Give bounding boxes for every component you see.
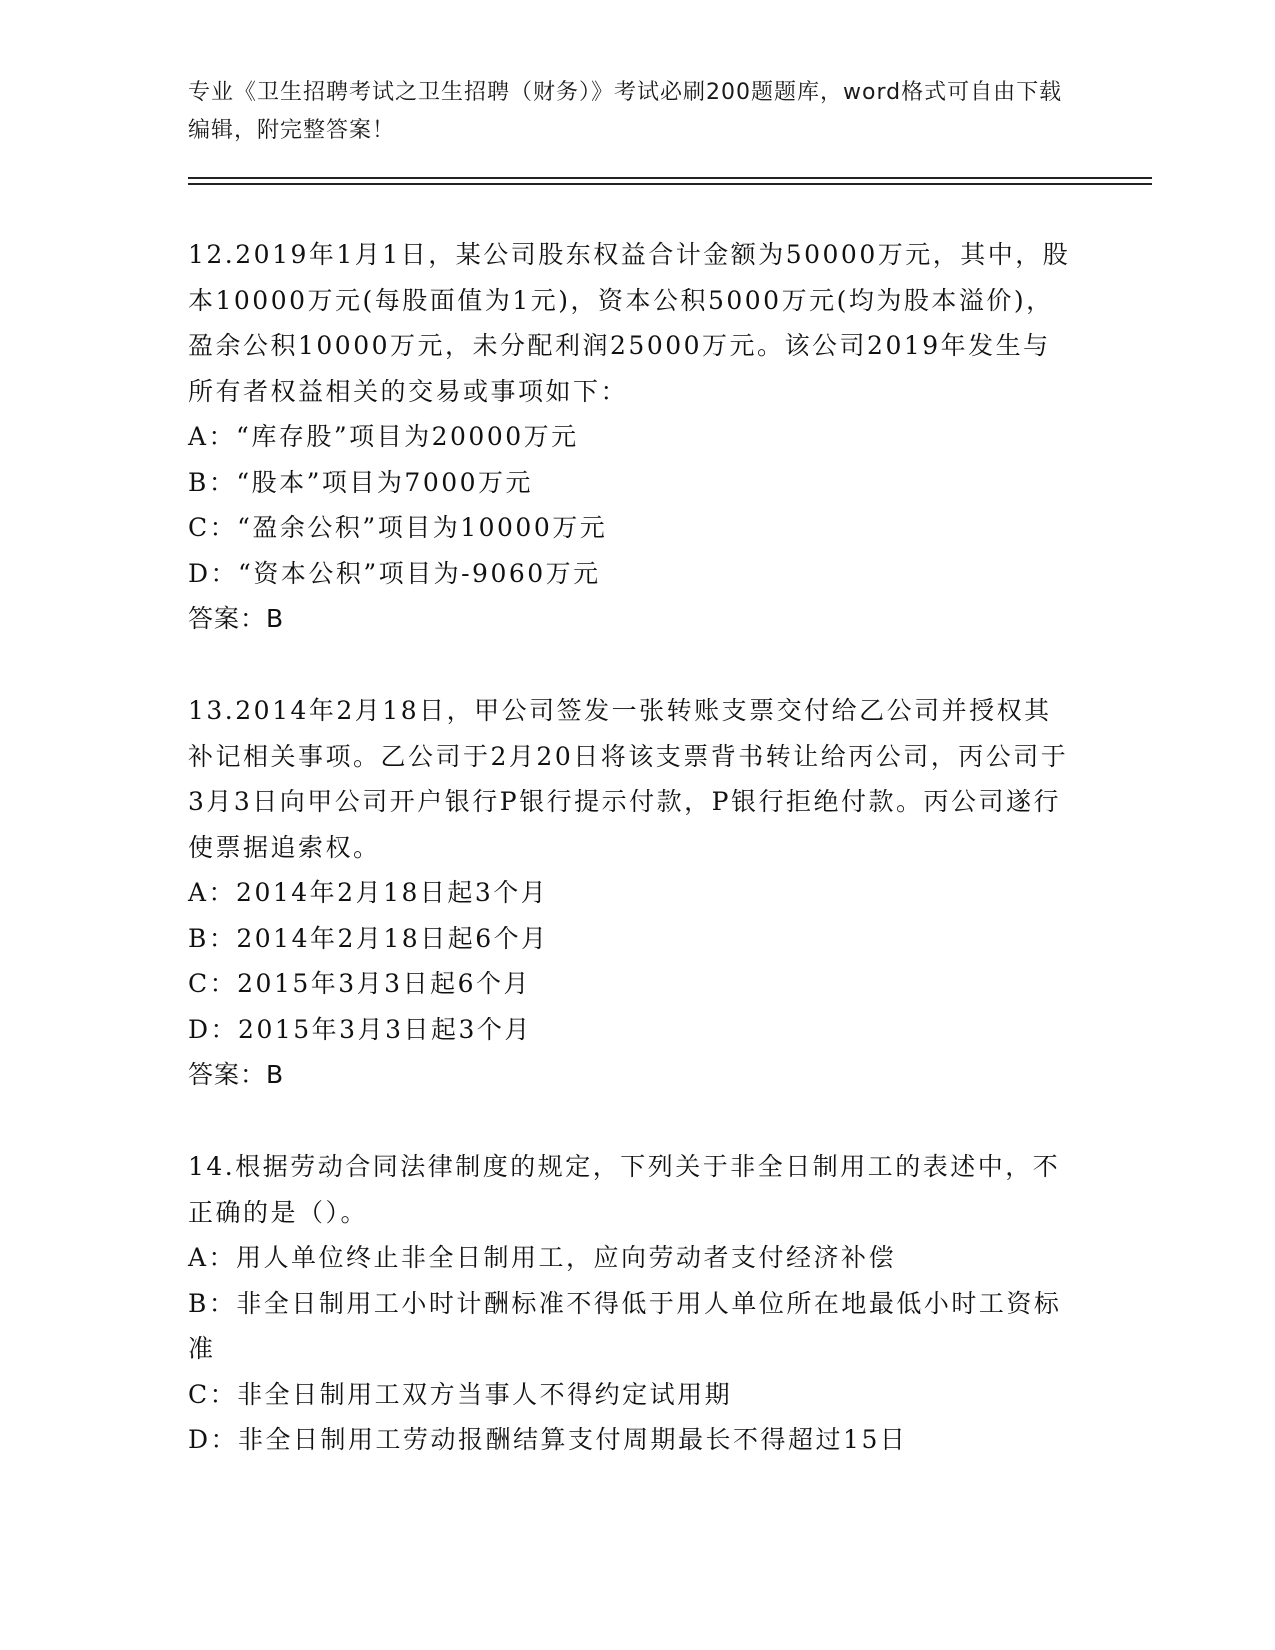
- question-14: [188, 1144, 1078, 1463]
- header-rule-top: [188, 177, 1152, 179]
- answer: 答案：B: [188, 1060, 285, 1089]
- option-d: D：非全日制用工劳动报酬结算支付周期最长不得超过15日: [188, 1425, 908, 1454]
- header-rule-bottom: [188, 183, 1152, 185]
- option-b: B：2014年2月18日起6个月: [188, 923, 549, 953]
- question-stem: 14.根据劳动合同法律制度的规定，下列关于非全日制用工的表述中，不正确的是（）。: [188, 1152, 1061, 1227]
- option-c: C：非全日制用工双方当事人不得约定试用期: [188, 1379, 733, 1409]
- option-c: C：“盈余公积”项目为10000万元: [188, 513, 608, 542]
- option-d: D：“资本公积”项目为-9060万元: [188, 558, 601, 588]
- option-c: C：2015年3月3日起6个月: [188, 969, 531, 998]
- option-a: A：“库存股”项目为20000万元: [188, 422, 579, 451]
- question-stem: 13.2014年2月18日，甲公司签发一张转账支票交付给乙公司并授权其补记相关事项。乙公司于2月20日将该支票背书转让给丙公司，丙公司于3月3日向甲公司开户银行P银行提示付款，P银行拒绝付款。丙公司遂行使票据追索权。: [188, 696, 1069, 862]
- question-stem: 12.2019年1月1日，某公司股东权益合计金额为50000万元，其中，股本10000万元(每股面值为1元)，资本公积5000万元(均为股本溢价)，盈余公积10000万元，未分配利润25000万元。该公司2019年发生与所有者权益相关的交易或事项如下：: [188, 240, 1071, 406]
- document-header: 专业《卫生招聘考试之卫生招聘（财务）》考试必刷200题题库，word格式可自由下载编辑，附完整答案！: [188, 80, 1063, 143]
- option-b: B：非全日制用工小时计酬标准不得低于用人单位所在地最低小时工资标准: [188, 1288, 1062, 1363]
- answer: 答案：B: [188, 604, 285, 633]
- option-a: A：用人单位终止非全日制用工，应向劳动者支付经济补偿: [188, 1243, 897, 1272]
- question-13: [188, 688, 1078, 1098]
- question-12: [188, 232, 1078, 642]
- option-a: A：2014年2月18日起3个月: [188, 878, 549, 907]
- option-d: D：2015年3月3日起3个月: [188, 1014, 532, 1044]
- option-b: B：“股本”项目为7000万元: [188, 467, 534, 497]
